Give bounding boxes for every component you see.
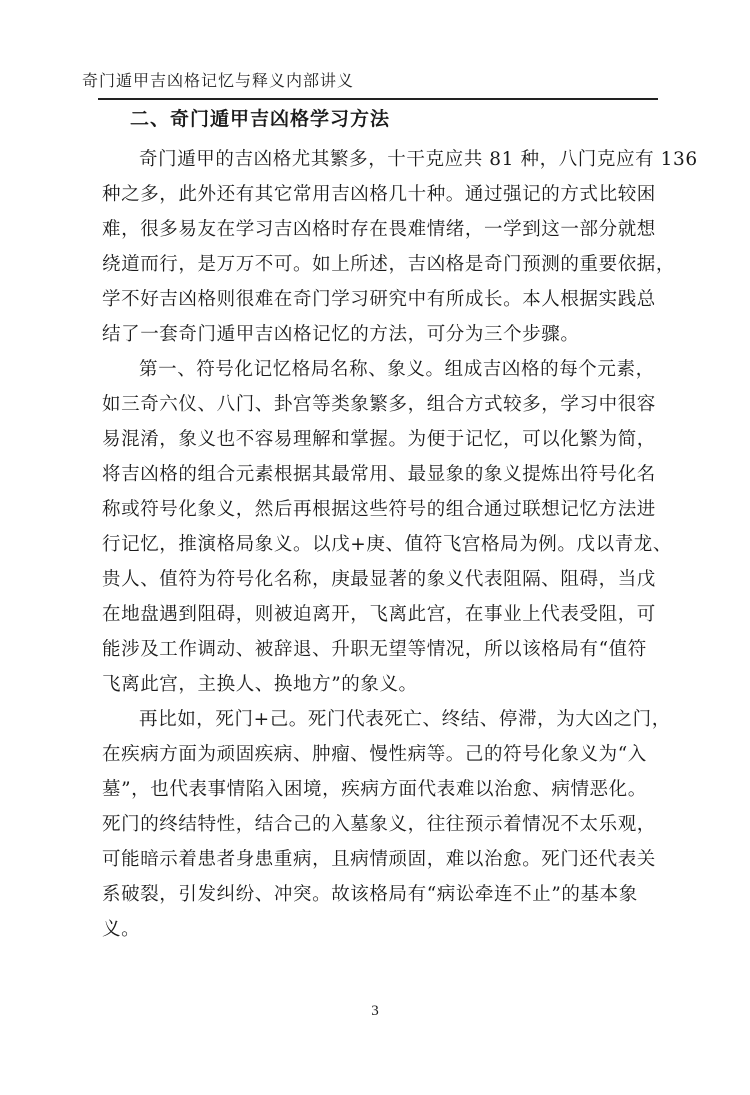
text-line: 结了一套奇门遁甲吉凶格记忆的方法，可分为三个步骤。: [102, 324, 580, 345]
text-line: 义。: [102, 919, 141, 940]
text-line: 系破裂，引发纠纷、冲突。故该格局有“病讼牵连不止”的基本象: [102, 884, 638, 905]
text-line: 再比如，死门+己。死门代表死亡、终结、停滞，为大凶之门，: [139, 709, 671, 730]
paragraph-2: [102, 352, 673, 702]
text-line: 能涉及工作调动、被辞退、升职无望等情况，所以该格局有“值符: [102, 639, 647, 660]
section-title: 二、奇门遁甲吉凶格学习方法: [130, 108, 391, 130]
text-line: 称或符号化象义，然后再根据这些符号的组合通过联想记忆方法进: [102, 499, 656, 520]
text-line: 第一、符号化记忆格局名称、象义。组成吉凶格的每个元素，: [139, 359, 655, 380]
text-line: 将吉凶格的组合元素根据其最常用、最显象的象义提炼出符号化名: [102, 464, 656, 485]
text-line: 如三奇六仪、八门、卦宫等类象繁多，组合方式较多，学习中很容: [102, 394, 656, 415]
text-line: 可能暗示着患者身患重病，且病情顽固，难以治愈。死门还代表关: [102, 849, 656, 870]
text-line: 奇门遁甲的吉凶格尤其繁多，十干克应共 81 种，八门克应有 136: [139, 149, 698, 170]
paragraph-3: [102, 702, 671, 947]
text-line: 绕道而行，是万万不可。如上所述，吉凶格是奇门预测的重要依据，: [102, 254, 676, 275]
page-number: 3: [371, 1003, 379, 1019]
text-line: 行记忆，推演格局象义。以戊+庚、值符飞宫格局为例。戊以青龙、: [102, 534, 673, 555]
text-line: 死门的终结特性，结合己的入墓象义，往往预示着情况不太乐观，: [102, 814, 656, 835]
text-line: 在疾病方面为顽固疾病、肿瘤、慢性病等。己的符号化象义为“入: [102, 744, 647, 765]
text-line: 学不好吉凶格则很难在奇门学习研究中有所成长。本人根据实践总: [102, 289, 656, 310]
document-body: [102, 142, 698, 947]
text-line: 在地盘遇到阻碍，则被迫离开，飞离此宫，在事业上代表受阻，可: [102, 604, 656, 625]
text-line: 易混淆，象义也不容易理解和掌握。为便于记忆，可以化繁为简，: [102, 429, 656, 450]
header-title: 奇门遁甲吉凶格记忆与释义内部讲义: [82, 71, 355, 90]
header-rule: [98, 98, 658, 100]
text-line: 墓”，也代表事情陷入困境，疾病方面代表难以治愈、病情恶化。: [102, 779, 647, 800]
text-line: 贵人、值符为符号化名称，庚最显著的象义代表阻隔、阻碍，当戊: [102, 569, 656, 590]
text-line: 飞离此宫，主换人、换地方”的象义。: [102, 674, 418, 695]
text-line: 种之多，此外还有其它常用吉凶格几十种。通过强记的方式比较困: [102, 184, 656, 205]
text-line: 难，很多易友在学习吉凶格时存在畏难情绪，一学到这一部分就想: [102, 219, 656, 240]
paragraph-1: [102, 142, 698, 352]
